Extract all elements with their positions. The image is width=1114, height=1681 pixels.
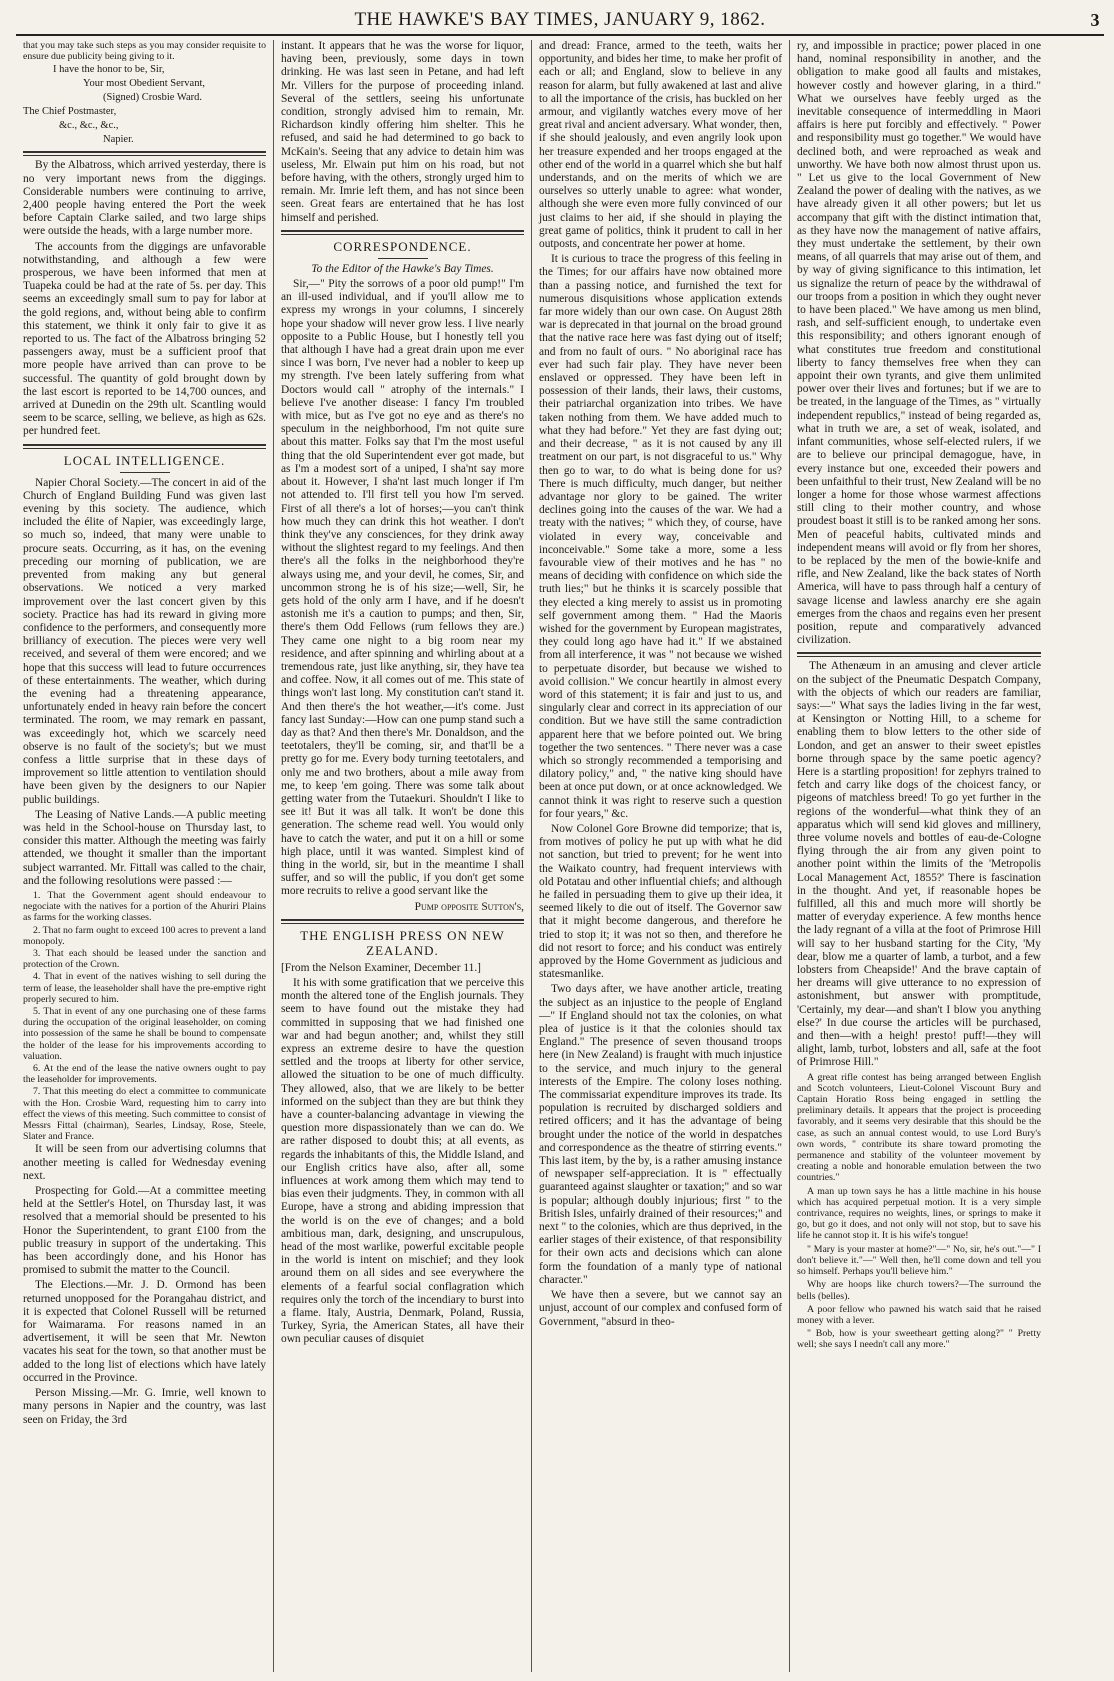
divider — [23, 444, 266, 449]
resolution-item: 3. That each should be leased under the sanction and protection of the Crown. — [23, 947, 266, 971]
page-number: 3 — [1090, 10, 1100, 30]
sign-off-line: Your most Obedient Servant, — [83, 78, 206, 90]
athenaeum-article: The Athenæum in an amusing and clever article on the subject of the Pneumatic Despatch Company, with the objects of which our readers are familiar, says:—" What says the ladies living in the far west, at Kensington or Notting Hill, to a scheme for enabling them to blow letters to the other side of London, and get an answer to their sweet epistles borne through space by the same poetic agency? Here is a startling proposition! for zephyrs trained to fetch and carry like dogs of the choicest fancy, or pigeons of matchless breed! To go yet further in the regions of the wonderful—what think they of an apparatus which will send kid gloves and millinery, three volume novels and bottles of eau-de-Cologne flying through the air from any given point to another point within the limits of the 'Metropolis Local Management Act, 1855?' There is fascination in the thought. And yet, if reasonable hopes be fulfilled, all this and much more will shortly be matter of everyday experience. A few months hence the lady regnant of a villa at the foot of Primrose Hill will say to her husband starting for the City, 'My dear, blow me a quarter of lamb, a turbot, and a few lobsters from Cheapside!' And the brave captain of her dreams will give utterance to no expression of astonishment, but answer with promptitude, 'Certainly, my dear—and shan't I blow you anything else?' In due course the articles will be purchased, and then—with a heigh! presto! puff!—they will alight, lamb, turbot, lobsters and all, safe at the foot of Primrose Hill." — [797, 660, 1041, 1069]
choral-society-article: Napier Choral Society.—The concert in aid of the Church of England Building Fund was given last evening by this society. The audience, which included the élite of Napier, was exceedingly large, so much so, indeed, that many were unable to procure seats. Occurring, as it has, on the evening preceding our morning of publication, we are prevented from making any but general observations. We noticed a very marked improvement over the last concert given by this society. Practice has had its reward in giving more confidence to the performers, and consequently more brilliancy of execution. The pieces were very well received, and several of them were encored; and we hope that this success will lead to future occurrences of these entertainments. The weather, which during the evening had a threatening appearance, unfortunately ended in heavy rain before the concert terminated. The room, we may remark en passant, was exceedingly hot, which we scarcely need observe is no fault of the society's; but we must confess a little surprise that in these days of improvement so little attention to ventilation should have been given by the designers to our Napier public buildings. — [23, 476, 266, 806]
columns — [16, 40, 1104, 1672]
divider — [281, 230, 524, 235]
correspondence-heading: CORRESPONDENCE. — [333, 238, 472, 254]
pump-signature: Pump opposite Sutton's, — [414, 900, 524, 913]
albatross-paragraph: The accounts from the diggings are unfavorable notwithstanding, and although a few were prosperous, we have been informed that men at Tuapeka could be had at the rate of 5s. per day. This seems an exceedingly small sum to pay for labor at the gold regions, and, without being able to confirm this statement, we think it only fair to give it as reported to us. The fact of the Albatross bringing 52 passengers away, must be a sufficient proof that more people have arrived than can prove to be successful. The quantity of gold brought down by the last escort is reported to be 14,700 ounces, and arrived at Dunedin on the 29th ult. Scantling would seem to be scarce, selling, we believe, as high as 62s. per hundred feet. — [23, 240, 266, 438]
english-press-heading: THE ENGLISH PRESS ON NEW ZEALAND. — [300, 927, 505, 958]
pump-letter: Sir,—" Pity the sorrows of a poor old pump!" I'm an ill-used individual, and if you'll allow me to express my wrongs in your columns, I sincerely hope your shadow will never grow less. I live nearly opposite to a Public House, but I honestly tell you that although I have had a great drain upon me ever since I was born, I've never had a nobler to keep up my strength. I've been lately suffering from what Doctors would call " atrophy of the internals." I believe I've another disease: I fancy I'm troubled with mice, but as I've got no eye and as there's no speculum in the neighborhood, I'm not quite sure about this matter. Folks say that I'm the most useful thing that the old Superintendent ever got made, but as I'm a modest sort of a uniped, I sha'nt say more about it. However, I sha'nt last much longer if I'm not attended to. I'll first tell you how I'm served. First of all there's a lot of horses;—you can't think how much they can drink this hot weather. I don't think they've any consciences, for they drink away without the slightest regard to my feelings. And then there's all the folks in the neighborhood they're always using me, and your devil, he comes, Sir, and uncommon strong he is of his size;—well, Sir, he gets hold of the only arm I have, and if he doesn't astonish me it's a caution to pumps; and then, Sir, there's them Odd Fellows (rum fellows they are.) They came one night to a big room near my residence, and after spinning and whirling about at a tremendous rate, just like anything, sir, they have tea and coffee. Now, it all comes out of me. This state of things won't last long. My constitution can't stand it. And then there's the hot weather,—it's come. Just fancy last Sunday:—How can one pump stand such a day as that? And then there's Mr. Donaldson, and the teetotalers, they'll be coming, sir, and that'll be a pretty go for me. Every body turning teetotalers, and only me and two brothers, about a mile away from me, to keep 'em going. There was some talk about getting water from the Tutaekuri. Shouldn't I like to see it! But it was all talk. It won't be done this generation. The scheme read well. You would only have to catch the water, and put it on a hill or some high place, until it was wanted. Simplest kind of thing in the world, sir, but in the meantime I shall suffer, and so will the public, if you don't get some more recruits to relive a good servant like the — [281, 278, 524, 898]
meeting-note: It will be seen from our advertising columns that another meeting is called for Wednesday evening next. — [23, 1143, 266, 1182]
missing-continuation: instant. It appears that he was the worse for liquor, having been, previously, some days in town drinking. He was last seen in Petane, and had left Mr. Villers for the purpose of proceeding inland. Several of the settlers, seeing his unfortunate condition, strongly advised him to remain, Mr. Richardson kindly offering him shelter. This he refused, and said he had determined to go back to McKain's. Seeing that any advice to detain him was useless, Mr. Elwain put him on his road, but not before having, with the others, strongly urged him to remain. Mr. Imrie left them, and has not since been seen. Great fears are entertained that he has lost himself and perished. — [281, 40, 524, 224]
short-item: " Mary is your master at home?"—" No, sir, he's out."—" I don't believe it."—" Well then, he'll come down and tell you so himself. Perhaps you'll believe him." — [797, 1243, 1041, 1278]
sign-off-line: I have the honor to be, Sir, — [53, 64, 165, 76]
column-3 — [532, 40, 790, 1672]
column-4 — [790, 40, 1048, 1672]
resolution-item: 1. That the Government agent should endeavour to negociate with the natives for a portion of the Ahuriri Plains as farms for the working classes. — [23, 889, 266, 924]
sign-off-line: The Chief Postmaster, — [23, 106, 117, 118]
short-items — [797, 1072, 1041, 1351]
sign-off-line: Napier. — [103, 134, 134, 146]
article-paragraph: Two days after, we have another article, treating the subject as an injustice to the people of England—" If England should not tax the colonies, on what plea of justice is it that the colonies should tax England." The presence of seven thousand troops here (in New Zealand) is fraught with much injustice to the service, and much injury to the general interests of the Empire. The colony loses nothing. The commissariat expenditure improves its trade. Its population is recruited by discharged soldiers and retired officers; and it has the advantage of being brought under the notice of the world in despatches and correspondence as the theatre of stirring events." This last item, by the by, is a rather amusing instance of newspaper self-appreciation. It is " effectually guaranteed against slaughter or taxation;" and so war is popular; although doubly injurious; first " to the British Isles, unfairly drained of their resources;" and next " to the colonies, which are thus deprived, in the earlier stages of their existence, of that responsibility for their own acts and decisions which can alone form the foundation of a manly type of national character." — [539, 983, 782, 1286]
column-1 — [16, 40, 274, 1672]
resolution-item: 2. That no farm ought to exceed 100 acres to prevent a land monopoly. — [23, 924, 266, 947]
sign-off-line: &c., &c., &c., — [59, 120, 119, 132]
person-missing-article: Person Missing.—Mr. G. Imrie, well known to many persons in Napier and the country, was last seen on Friday, the 3rd — [23, 1387, 266, 1426]
elections-article: The Elections.—Mr. J. D. Ormond has been returned unopposed for the Porangahau district, and it is expected that Colonel Russell will be returned for Waimarama. For reasons named in an advertisement, it will be seen that Mr. Newton vacates his seat for the town, so that another must be added to the long list of elections which have lately occurred in the Province. — [23, 1279, 266, 1384]
masthead-title: THE HAWKE'S BAY TIMES, JANUARY 9, 1862. — [354, 9, 766, 30]
sign-off-line: (Signed) Crosbie Ward. — [103, 92, 202, 104]
article-paragraph: Now Colonel Gore Browne did temporize; that is, from motives of policy he put up with what he did not sanction, but tried to prevent; for he went into the Waikato country, had frequent interviews with old Potatau and other influential chiefs; and although he failed in persuading them to give up their idea, it seemed likely to die out of itself. The Governor saw that it might become dangerous, and therefore he tried to stop it; it was not so then, and therefore he did not resort to force; and his conduct was entirely approved by the Home Government as judicious and statesmanlike. — [539, 822, 782, 981]
article-paragraph: and dread: France, armed to the teeth, waits her opportunity, and bides her time, to make her profit of each or all; and England, slow to believe in any reason for alarm, but fully awakened at last and alive to all the importance of the crisis, has buckled on her armour, and vigilantly watches every move of her great rival and ancient adversary. What wonder, then, if she should jealously, and even angrily look upon her treasure expended and her troops engaged at the other end of the world in a quarrel which she but half understands, and on the merits of which we are ourselves so utterly unable to agree: what wonder, although she were even more fully convinced of our just claims to her aid, if she should in playing the great game of politics, think it prudent to call in her outposts, and concentrate her power at home. — [539, 40, 782, 251]
column-2 — [274, 40, 532, 1672]
divider — [797, 652, 1041, 657]
resolution-item: 6. At the end of the lease the native owners ought to pay the leaseholder for improvements. — [23, 1063, 266, 1086]
resolution-item: 5. That in event of any one purchasing one of these farms during the occupation of the original leaseholder, on coming into possession of the same he shall be bound to compensate the holder of the lease for his improvements according to valuation. — [23, 1006, 266, 1062]
local-intelligence-heading: LOCAL INTELLIGENCE. — [63, 452, 226, 468]
english-press-article: It his with some gratification that we perceive this month the altered tone of the English journals. They seem to have found out the mistake they had committed in supposing that we had finished one war and had begun another; and, whilst they still express an extreme desire to have the question settled and the troops at liberty for other service, allowed the situation to be one of much difficulty. They allowed, also, that we are likely to be better informed on the subject than they are but think they have a counter-balancing advantage in viewing the question more dispassionately than we can do. We are rather disposed to doubt this; at all events, as regards the inhabitants of this, the Middle Island, and our English critics have also, after all, some influences at work among them which may tend to bias even their judgments. They, in common with all Europe, have a strong and abiding impression that the world is on the eve of changes; and a bold ambitious man, dark, designing, and unscrupulous, head of the most warlike, powerful excitable people in the world is intent on mischief; and they look around them on all sides and see everywhere the elements of a fearful social conflagration which requires only the torch of the incendiary to burst into a flame. Italy, Austria, Denmark, Poland, Russia, Turkey, Syria, the American States, all have their own peculiar causes of disquiet — [281, 977, 524, 1346]
resolutions-list — [23, 890, 266, 1142]
short-item: Why are hoops like church towers?—The surround the bells (belles). — [797, 1279, 1041, 1302]
short-item: A man up town says he has a little machine in his house which has acquired perpetual motion. It is a very simple contrivance, requires no weights, lines, or springs to make it go, but go it does, and not only will not stop, but to save his life he cannot stop it. It is his wife's tongue! — [797, 1185, 1041, 1242]
prospecting-article: Prospecting for Gold.—At a committee meeting held at the Settler's Hotel, on Thursday last, it was resolved that a memorial should be presented to his Honor the Superintendent, to grant £100 from the public treasury in support of the undertaking. This has been accordingly done, and his Honor has promised to submit the matter to the Council. — [23, 1185, 266, 1277]
short-item: A poor fellow who pawned his watch said that he raised money with a lever. — [797, 1303, 1041, 1326]
article-paragraph: It is curious to trace the progress of this feeling in the Times; for our affairs have now obtained more than a passing notice, and furnished the text for numerous disquisitions whose application extends far more widely than our own case. On August 28th war is deprecated in that journal on the broad ground that the native race here was fast dying out of itself; and from no fault of ours. " No aboriginal race has ever had such fair play. They have never been enslaved or oppressed. They have been left in possession of their lands, their laws, their customs, their patriarchal organization into tribes. We have taken nothing from them. We have added much to what they had before." Yet they are fast dying out; and their decrease, " as it is not caused by any ill treatment on our part, is not disgraceful to us." Why then go to war, to do what is being done for us? There is much difficulty, much danger, but neither advantage nor glory to be gained. The writer declines going into the causes of the war. We had a treaty with the natives; " which they, of course, have violated in every way, conceivable and inconceivable." Some take a more, some a less favourable view of their motives and he has " no means of deciding with confidence on which side the truth lies;" but he thinks it is scarcely possible that they elected a king merely to assist us in promoting self government among them. " Had the Maoris wished for the government by European magistrates, they could long ago have had it." If we abstained from all interference, it was " not because we wished to perpetuate disorder, but because we wished to avoid collision." We concur heartily in almost every word of this statement; it is fair and just to us, and singularly clear and correct in its appreciation of our condition. But we have still the same contradiction apparent here that we before pointed out. We bring together the two sentences. " There never was a case which so strongly recommended a temporising and dilatory policy," and, " the native king should have been at once put down, or at once acknowledged. We cannot think it was right to reserve such a question for four years," &c. — [539, 253, 782, 820]
article-paragraph: We have then a severe, but we cannot say an unjust, account of our complex and confused form of Government, "absurd in theo- — [539, 1289, 782, 1328]
leasing-article: The Leasing of Native Lands.—A public meeting was held in the School-house on Thursday last, to consider this matter. Although the meeting was fairly attended, we thought it smaller than the important subject warranted. Mr. Fittall was called to the chair, and the following resolutions were passed :— — [23, 808, 266, 887]
resolution-item: 4. That in event of the natives wishing to sell during the term of lease, the leaseholder shall have the pre-emptive right properly secured to him. — [23, 971, 266, 1005]
divider — [378, 258, 428, 259]
divider — [23, 151, 266, 156]
albatross-paragraph: By the Albatross, which arrived yesterday, there is no very important news from the diggings. Considerable numbers were continuing to arrive, 2,400 people having entered the Port the week before Captain Clarke sailed, and two large ships were outside the heads, with a large number more. — [23, 159, 266, 238]
resolution-item: 7. That this meeting do elect a committee to communicate with the Hon. Crosbie Ward, requesting him to carry into effect the views of this meeting. Such committee to consist of Messrs Fittal (chairman), Searles, Lindsay, Rose, Steele, Slater and France. — [23, 1086, 266, 1143]
divider — [281, 919, 524, 924]
to-editor-line: To the Editor of the Hawke's Bay Times. — [311, 262, 494, 275]
masthead — [16, 6, 1104, 36]
source-line: [From the Nelson Examiner, December 11.] — [281, 961, 481, 974]
letter-tail: that you may take such steps as you may consider requisite to ensure due publicity being giving to it. — [23, 40, 266, 63]
article-continuation: ry, and impossible in practice; power placed in one hand, nominal responsibility in another, and the obligation to make good all faults and mistakes, however costly and however glaring, in a third." What we ourselves have feebly urged as the inevitable consequence of intermeddling in Maori affairs is here put forcibly and effectively. " Power and responsibility must go together." We would have declined both, and were reproached as weak and unworthy. We have both now almost thrust upon us. " Let us give to the local Government of New Zealand the power of dealing with the natives, as we have already given it all other powers; but let us accompany that gift with the distinct intimation that, as they have now the management of native affairs, they must undertake the settlement, by their own means, of all quarrels that may arise out of them, and by way of giving significance to this intimation, let us signalize the return of peace by the withdrawal of our troops from a position in which they ought never to have been placed." We have among us men blind, rash, and self-sufficient enough, to undertake even this responsibility; and others ignorant enough of what constitutes true freedom and constitutional liberty to fancy themselves free when they can appoint their own tyrants, and give them unlimited power over their lives and fortunes; but if we are to be treated, in the language of the Times, as " virtually independent republics," instead of being regarded as, what in truth we are, a set of weak, isolated, and infant communities, whose self-elected rulers, if we are to believe our principal demagogue, have, in every instance but one, exceeded their powers and been unfaithful to their trust, New Zealand will be no longer a home for those whose warmest affections still cling to their mother country, and whose proudest boast it still is to be ranked among her sons. Men of peaceful habits, cultivated minds and independent means will avoid or fly from her shores, to be replaced by the men of the bowie-knife and rifle, and New Zealand, like the back states of North America, will have to pass through half a century of savage license and lawless anarchy ere she again emerges from the chaos and regains even her present position, repute and comparatively advanced civilization. — [797, 40, 1041, 647]
short-item: " Bob, how is your sweetheart getting along?" " Pretty well; she says I needn't call any more." — [797, 1328, 1041, 1351]
divider — [120, 472, 170, 473]
short-item: A great rifle contest has being arranged between English and Scotch volunteers, Lieut-Colonel Viscount Bury and Captain Horatio Ross being engaged in settling the preliminary details. It appears that the project is proceeding favorably, and it seems very desirable that this should be the case, as such an annual contest would, to use Lord Bury's own words, " contribute its share toward promoting the permanence and stability of the volunteer movement by creating a noble and honorable emulation between the two countries." — [797, 1071, 1041, 1184]
